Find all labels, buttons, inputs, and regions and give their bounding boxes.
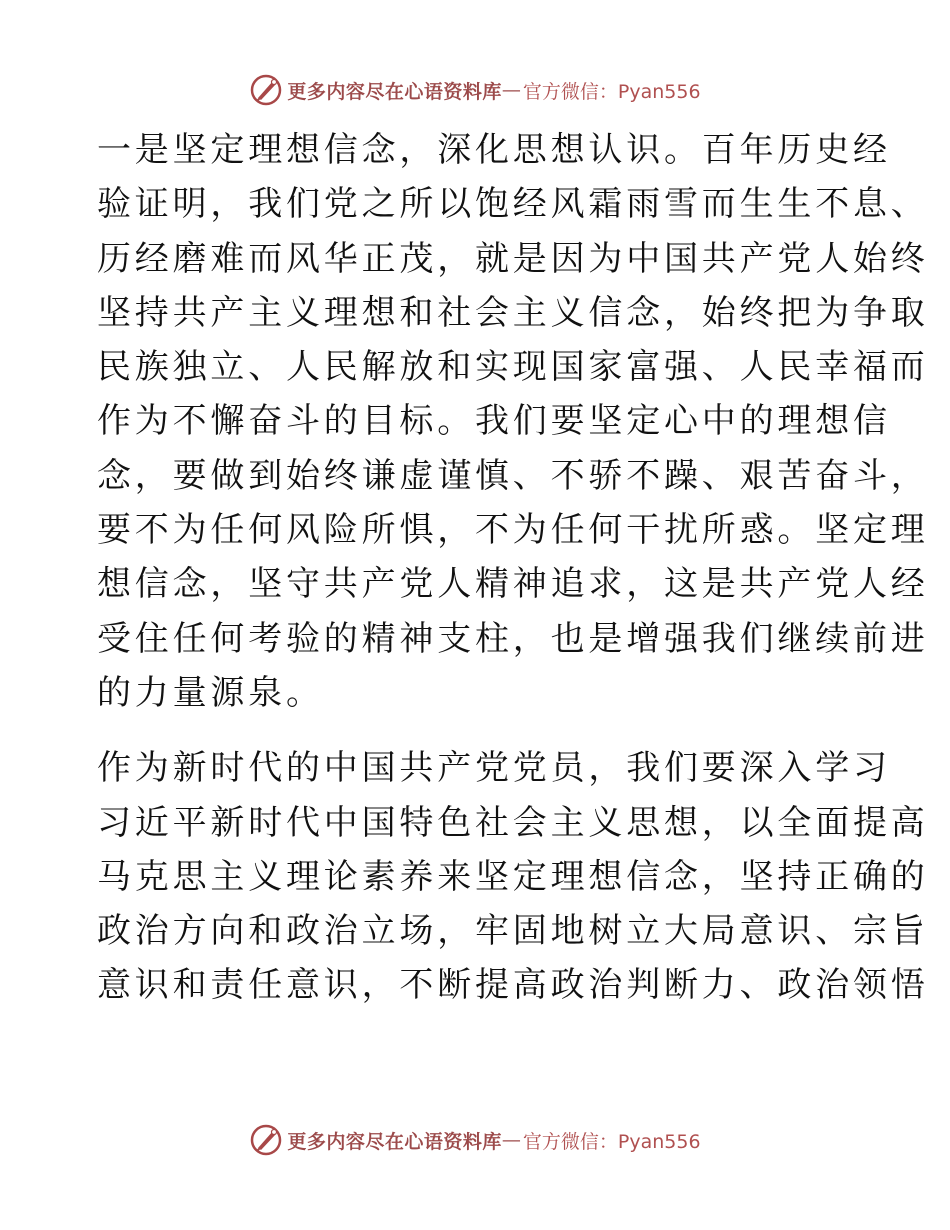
header-wechat-text: 官方微信：Pyan556 [522,80,701,103]
text-line: 要不为任何风险所惧，不为任何干扰所惑。坚定理 [97,510,929,551]
text-line: 验证明，我们党之所以饱经风霜雨雪而生生不息、 [97,184,929,225]
footer-separator: — [501,1129,521,1151]
paragraph-1 [97,123,929,720]
text-line: 意识和责任意识，不断提高政治判断力、政治领悟 [97,965,929,1006]
text-line: 政治方向和政治立场，牢固地树立大局意识、宗旨 [97,911,929,952]
footer-banner [0,1120,950,1160]
quill-pen-circle-icon [249,73,283,107]
text-line: 受住任何考验的精神支柱，也是增强我们继续前进 [97,618,929,659]
text-line: 的力量源泉。 [97,672,324,713]
text-line: 一是坚定理想信念，深化思想认识。百年历史经 [97,130,891,170]
header-banner [0,70,950,110]
footer-site-text: 更多内容尽在心语资料库 [287,1130,502,1153]
text-line: 作为不懈奋斗的目标。我们要坚定心中的理想信 [97,401,891,442]
quill-pen-circle-icon [249,1123,283,1157]
text-line: 民族独立、人民解放和实现国家富强、人民幸福而 [97,347,929,388]
text-line: 作为新时代的中国共产党党员，我们要深入学习 [97,748,891,789]
text-line: 马克思主义理论素养来坚定理想信念，坚持正确的 [97,856,929,897]
text-line: 习近平新时代中国特色社会主义思想，以全面提高 [97,802,929,843]
text-line: 坚持共产主义理想和社会主义信念，始终把为争取 [97,292,929,333]
document-body [97,123,929,1013]
text-line: 历经磨难而风华正茂，就是因为中国共产党人始终 [97,238,929,279]
text-line: 念，要做到始终谦虚谨慎、不骄不躁、艰苦奋斗， [97,455,929,496]
text-line: 想信念，坚守共产党人精神追求，这是共产党人经 [97,564,929,605]
footer-wechat-text: 官方微信：Pyan556 [522,1130,701,1153]
paragraph-2 [97,741,929,1012]
header-separator: — [501,79,521,101]
header-site-text: 更多内容尽在心语资料库 [287,80,502,103]
